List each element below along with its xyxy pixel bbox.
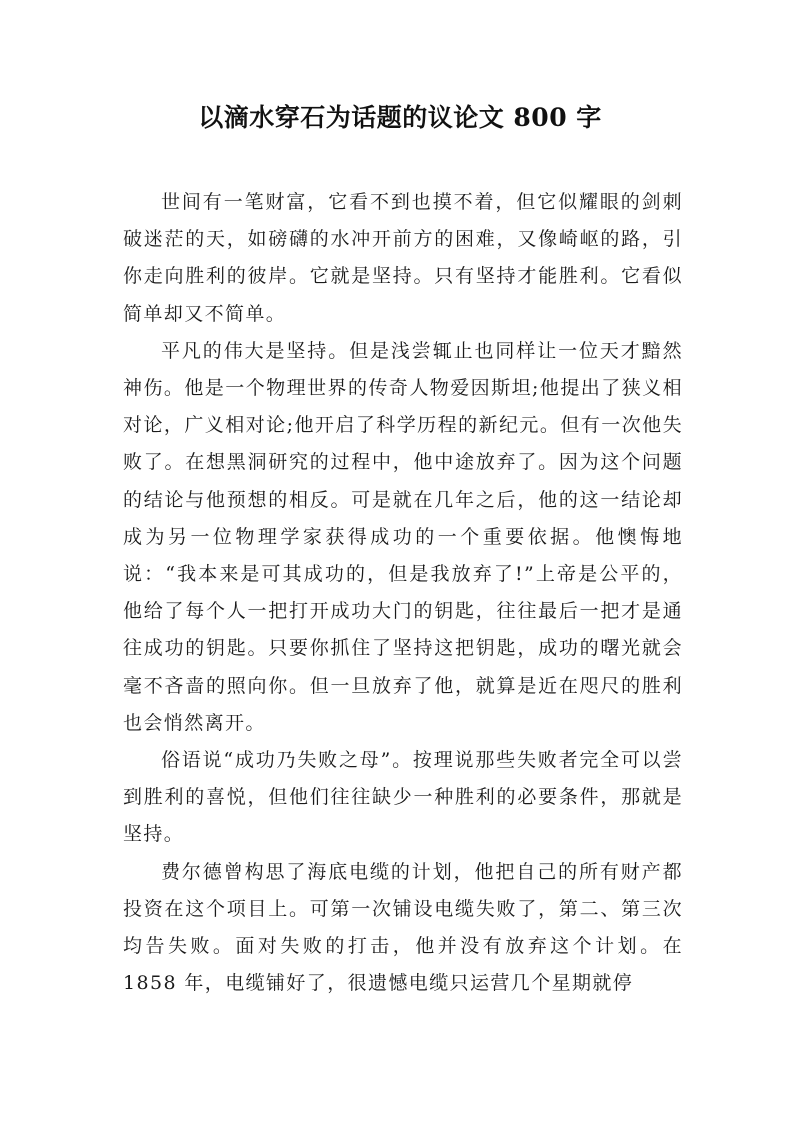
- page-title: 以滴水穿石为话题的议论文 800 字: [198, 103, 602, 132]
- article-body: [123, 184, 683, 1002]
- paragraph: 俗语说“成功乃失败之母”。按理说那些失败者完全可以尝到胜利的喜悦，但他们往往缺少一种胜利的必要条件，那就是坚持。: [123, 749, 683, 846]
- paragraph: 平凡的伟大是坚持。但是浅尝辄止也同样让一位天才黯然神伤。他是一个物理世界的传奇人物爱因斯坦;他提出了狭义相对论，广义相对论;他开启了科学历程的新纪元。但有一次他失败了。在想黑洞研究的过程中，他中途放弃了。因为这个问题的结论与他预想的相反。可是就在几年之后，他的这一结论却成为另一位物理学家获得成功的一个重要依据。他懊悔地说：“我本来是可其成功的，但是我放弃了!”上帝是公平的，他给了每个人一把打开成功大门的钥匙，往往最后一把才是通往成功的钥匙。只要你抓住了坚持这把钥匙，成功的曙光就会毫不吝啬的照向你。但一旦放弃了他，就算是近在咫尺的胜利也会悄然离开。: [123, 339, 683, 734]
- paragraph: 世间有一笔财富，它看不到也摸不着，但它似耀眼的剑刺破迷茫的天，如磅礴的水冲开前方的困难，又像崎岖的路，引你走向胜利的彼岸。它就是坚持。只有坚持才能胜利。它看似简单却又不简单。: [123, 191, 683, 325]
- paragraph: 费尔德曾构思了海底电缆的计划，他把自己的所有财产都投资在这个项目上。可第一次铺设电缆失败了，第二、第三次均告失败。面对失败的打击，他并没有放弃这个计划。在 1858 年，电缆铺好了，很遗憾电缆只运营几个星期就停: [123, 860, 683, 995]
